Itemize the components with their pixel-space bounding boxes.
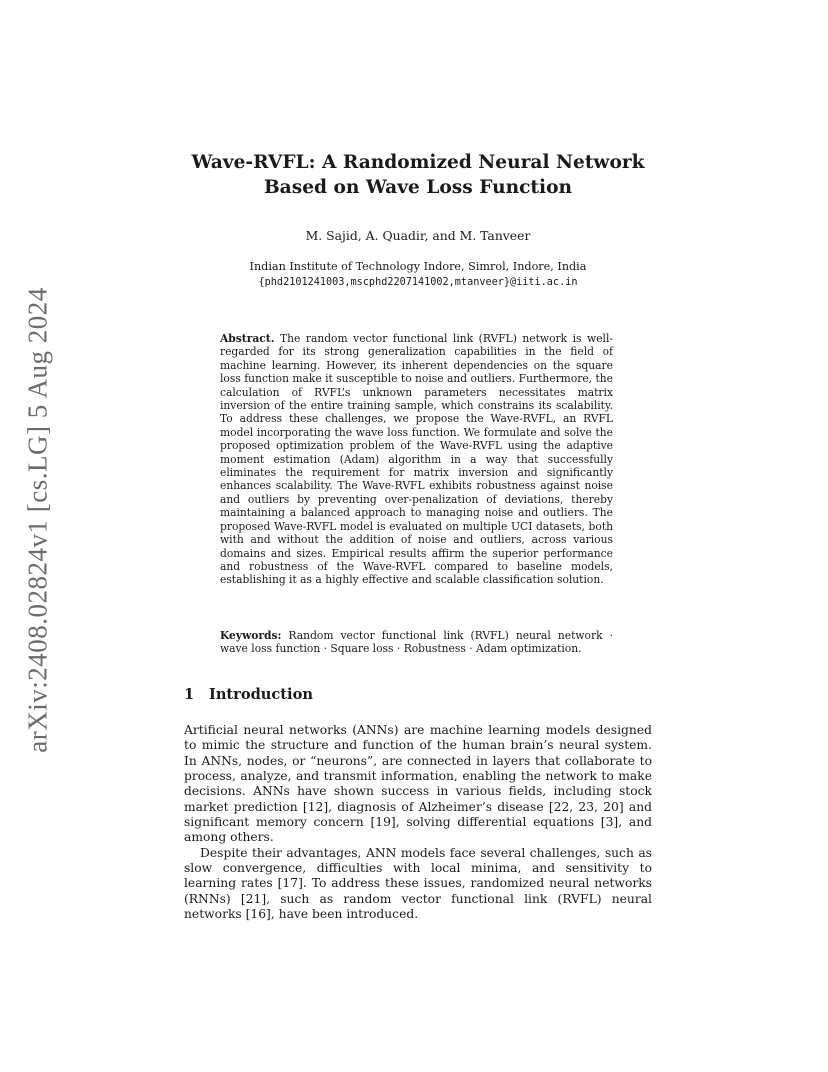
author-list: M. Sajid, A. Quadir, and M. Tanveer [305,228,531,243]
section-title: Introduction [209,686,313,703]
keywords [220,629,613,656]
author-emails: {phd2101241003,mscphd2207141002,mtanveer}@iiti.ac.in [258,277,578,288]
paragraph: Despite their advantages, ANN models face several challenges, such as slow convergence, difficulties with local minima, and sensitivity to learning rates [17]. To address these issues, randomized neural networks (RNNs) [21], such as random vector functional link (RVFL) neural networks [16], have been introduced. [184,845,652,922]
paragraph: Artificial neural networks (ANNs) are machine learning models designed to mimic the structure and function of the human brain’s neural system. In ANNs, nodes, or “neurons”, are connected in layers that collaborate to process, analyze, and transmit information, enabling the network to make decisions. ANNs have shown success in various fields, including stock market prediction [12], diagnosis of Alzheimer’s disease [22, 23, 20] and significant memory concern [19], solving differential equations [3], and among others. [184,723,652,845]
title-line-1: Wave-RVFL: A Randomized Neural Network [191,152,645,173]
abstract-text: The random vector functional link (RVFL) network is well-regarded for its strong generalization capabilities in the field of machine learning. However, its inherent dependencies on the square loss function make it susceptible to noise and outliers. Furthermore, the calculation of RVFL’s unknown parameters necessitates matrix inversion of the entire training sample, which constrains its scalability. To address these challenges, we propose the Wave-RVFL, an RVFL model incorporating the wave loss function. We formulate and solve the proposed optimization problem of the Wave-RVFL using the adaptive moment estimation (Adam) algorithm in a way that successfully eliminates the requirement for matrix inversion and significantly enhances scalability. The Wave-RVFL exhibits robustness against noise and outliers by preventing over-penalization of deviations, thereby maintaining a balanced approach to managing noise and outliers. The proposed Wave-RVFL model is evaluated on multiple UCI datasets, both with and without the addition of noise and outliers, across various domains and sizes. Empirical results affirm the superior performance and robustness of the Wave-RVFL compared to baseline models, establishing it as a highly effective and scalable classification solution. [220,332,613,587]
abstract [220,332,613,587]
section-number: 1 [184,686,195,703]
affiliation-name: Indian Institute of Technology Indore, Simrol, Indore, India [249,260,587,273]
keywords-label: Keywords: [220,629,282,642]
paper-title [184,150,652,200]
abstract-label: Abstract. [220,332,275,345]
affiliation-block [184,259,652,291]
introduction-body [184,723,652,922]
keywords-text: Random vector functional link (RVFL) neural network · wave loss function · Square loss · Robustness · Adam optimization. [220,629,613,656]
section-heading [184,686,313,703]
title-line-2: Based on Wave Loss Function [263,177,573,198]
arxiv-identifier: arXiv:2408.02824v1 [cs.LG] 5 Aug 2024 [22,287,53,753]
